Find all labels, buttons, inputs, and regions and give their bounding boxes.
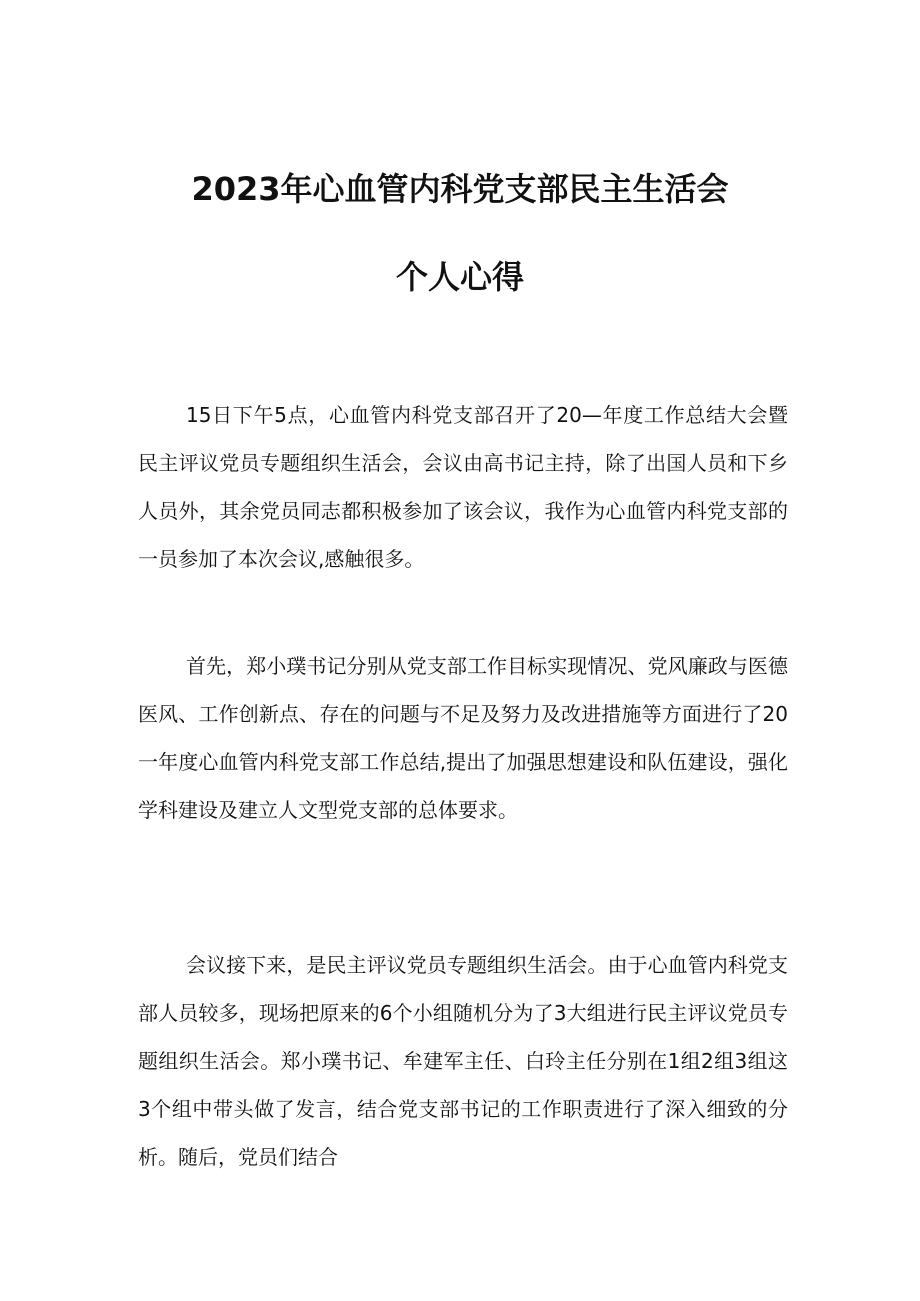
- paragraph-work-summary: 首先，郑小璞书记分别从党支部工作目标实现情况、党风廉政与医德医风、工作创新点、存在的问题与不足及努力及改进措施等方面进行了20一年度心血管内科党支部工作总结,提出了加强思想建设和队伍建设，强化学科建设及建立人文型党支部的总体要求。: [138, 654, 788, 822]
- paragraph-meeting-intro: 15日下午5点，心血管内科党支部召开了20—年度工作总结大会暨民主评议党员专题组织生活会，会议由高书记主持，除了出国人员和下乡人员外，其余党员同志都积极参加了该会议，我作为心血管内科党支部的一员参加了本次会议,感触很多。: [138, 403, 788, 571]
- document-title: 2023年心血管内科党支部民主生活会: [191, 170, 729, 208]
- paragraph-democratic-review: 会议接下来，是民主评议党员专题组织生活会。由于心血管内科党支部人员较多，现场把原来的6个小组随机分为了3大组进行民主评议党员专题组织生活会。郑小璞书记、牟建军主任、白玲主任分别在1组2组3组这3个组中带头做了发言，结合党支部书记的工作职责进行了深入细致的分析。随后，党员们结合: [138, 953, 788, 1169]
- document-subtitle: 个人心得: [395, 258, 524, 296]
